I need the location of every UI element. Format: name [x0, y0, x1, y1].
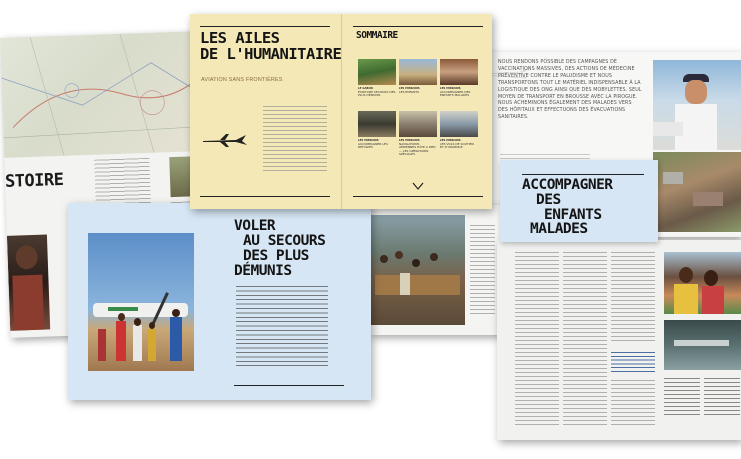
cover-title-line2: DE L'HUMANITAIRE [200, 45, 342, 63]
sommaire-heading: SOMMAIRE [356, 30, 398, 41]
sommaire-thumb-2 [399, 59, 437, 85]
sommaire-item-2[interactable]: LES MISSIONS LES ENFANTS [399, 87, 420, 94]
photo-plane-children [88, 233, 194, 371]
photo-children-smiling [664, 252, 741, 314]
section-heading: STOIRE [4, 169, 64, 192]
sommaire-bottom-rule [353, 196, 483, 197]
cover-title-line1: LES AILES [200, 29, 280, 47]
accompagner-top-rule [522, 174, 644, 175]
photo-pilot [653, 60, 741, 150]
sommaire-thumb-3 [440, 59, 478, 85]
cover-subtitle: AVIATION SANS FRONTIÈRES [201, 77, 283, 83]
sommaire-thumb-6 [440, 111, 478, 137]
accompagner-title-panel [500, 160, 658, 242]
photo-plane-interior [664, 320, 741, 370]
sommaire-thumb-5 [399, 111, 437, 137]
sommaire-thumb-1 [358, 59, 396, 85]
quote-text: NOUS RENDONS POSSIBLE DES CAMPAGNES DE VACCINATIONS MASSIVES, DES ACTIONS DE MÉDECINE PRÉVENTIVE CONTRE LE PALUDISME ET NOUS TRANSPORTONS TOUT LE MATÉRIEL INDISPENSABLE À LA LOGISTIQUE DES ONG AINSI QUE DES MOBYLETTES. SEUL MOYEN DE TRANSPORT EN BROUSSE AVEC LA PIROGUE. NOUS ACHEMINONS ÉGALEMENT DES MALADES VERS DES HÔPITAUX ET EFFECTUONS DES ÉVACUATIONS SANITAIRES. [498, 60, 642, 121]
voler-title-line3: DES PLUS [243, 248, 309, 264]
sommaire-logo-icon [412, 182, 424, 190]
spread-boat [370, 205, 500, 335]
photo-boat-crowd [370, 215, 465, 325]
sommaire-item-5[interactable]: LES MISSIONS NAVIGATIONS AÉRIENNES HÂTE À PIED — LES OPÉRATIONS SPÉCIALES [399, 139, 436, 157]
accompagner-title-line4: MALADES [530, 221, 588, 238]
accompagner-title-line3: ENFANTS [544, 206, 602, 223]
cover-title [200, 30, 341, 62]
voler-title [234, 219, 325, 279]
sommaire-item-1[interactable]: LE GABON ÉCRITURE SECOURS DES PLUS DÉMUNIS [358, 87, 396, 98]
spread-voler-au-secours [68, 203, 371, 400]
sommaire-item-6[interactable]: LES MISSIONS LES VOLS DE SOUTIEN ET D'URGENCE [440, 139, 474, 150]
cover-top-rule [200, 26, 330, 27]
accompagner-title [522, 178, 613, 237]
voler-title-line4: DÉMUNIS [234, 263, 292, 279]
photo-woman-portrait [7, 234, 50, 330]
pull-quote [611, 352, 655, 372]
spread-cover-sommaire [190, 14, 492, 209]
spread-accompagner [497, 240, 741, 440]
sommaire-item-3[interactable]: LES MISSIONS ACCOMPAGNER DES ENFANTS MALADES [440, 87, 471, 98]
photo-slum [653, 152, 741, 232]
accompagner-title-line2: DES [536, 191, 561, 208]
sommaire-thumb-4 [358, 111, 396, 137]
plane-icon [202, 132, 248, 148]
cover-bottom-rule [200, 196, 330, 197]
accompagner-title-line1: ACCOMPAGNER [522, 177, 613, 193]
sommaire-item-4[interactable]: LES MISSIONS ACCOMPAGNER LES RÉFUGIÉS [358, 139, 388, 150]
voler-title-line1: VOLER [234, 218, 276, 234]
voler-title-line2: AU SECOURS [243, 233, 326, 249]
sommaire-top-rule [353, 26, 483, 27]
bottom-rule [234, 385, 344, 386]
